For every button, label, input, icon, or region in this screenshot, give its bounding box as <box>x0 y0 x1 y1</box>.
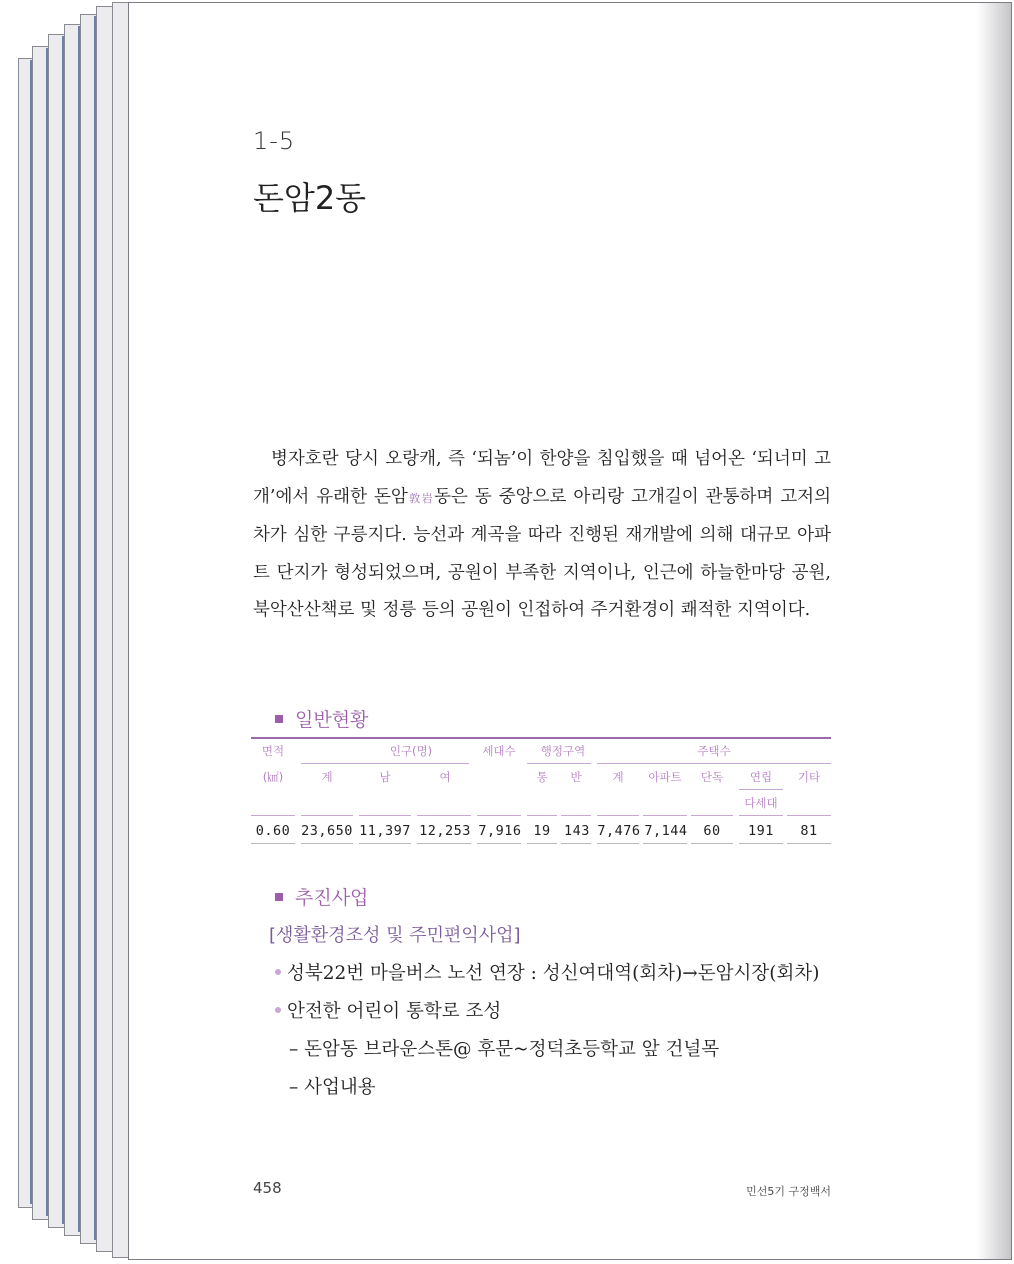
header-pop-male: 남 <box>379 770 391 784</box>
intro-text-2: 동은 동 중앙으로 아리랑 고개길이 관통하며 고저의 차가 심한 구릉지다. 능선과 계곡을 따라 진행된 재개발에 의해 대규모 아파트 단지가 형성되었으며, 공원이 부족한 지역이나, 인근에 하늘한마당 공원, 북악산산책로 및 정릉 등의 공원이 인접하여 주거환경이 쾌적한 지역이다. <box>253 486 831 620</box>
square-bullet-icon <box>275 893 283 901</box>
page-edge-shadow <box>977 3 1011 1259</box>
value-tong: 19 <box>533 823 551 839</box>
projects-heading <box>275 883 368 910</box>
book-title: 민선5기 구정백서 <box>746 1185 831 1198</box>
project-item-text: 성북22번 마을버스 노선 연장 : 성신여대역(회차)→돈암시장(회차) <box>287 963 820 984</box>
document-page <box>128 2 1012 1260</box>
header-admin: 행정구역 <box>540 744 586 758</box>
project-sub-item: – 사업내용 <box>289 1077 376 1098</box>
project-item-text: 안전한 어린이 통학로 조성 <box>287 1001 502 1022</box>
intro-text-1: 병자호란 당시 오랑캐, 즉 ‘되놈’이 한양을 침입했을 때 넘어온 ‘되너미 고개’에서 유래한 돈암 <box>253 449 831 507</box>
value-house-apt: 7,144 <box>644 823 688 839</box>
project-sub-item: – 돈암동 브라운스톤@ 후문~정덕초등학교 앞 건널목 <box>289 1039 720 1060</box>
general-status-table <box>251 737 831 847</box>
header-pop-female: 여 <box>439 770 451 784</box>
header-house-row: 연립 <box>749 770 773 784</box>
project-category: [생활환경조성 및 주민편익사업] <box>269 925 521 946</box>
value-pop-total: 23,650 <box>301 823 353 839</box>
header-area-unit: (㎢) <box>262 770 284 784</box>
value-area: 0.60 <box>255 823 291 839</box>
dot-bullet-icon <box>275 1007 281 1013</box>
header-housing: 주택수 <box>697 744 731 758</box>
value-pop-male: 11,397 <box>359 823 411 839</box>
value-pop-female: 12,253 <box>419 823 471 839</box>
section-title: 돈암2동 <box>253 179 367 217</box>
header-house-total: 계 <box>612 770 624 784</box>
value-house-row-multi: 191 <box>748 823 774 839</box>
projects-label: 추진사업 <box>295 887 369 909</box>
header-house-apt: 아파트 <box>648 770 682 784</box>
header-area: 면적 <box>261 744 285 758</box>
square-bullet-icon <box>275 715 283 723</box>
value-ban: 143 <box>564 823 590 839</box>
general-status-heading <box>275 705 368 732</box>
value-house-single: 60 <box>703 823 721 839</box>
header-population: 인구(명) <box>389 744 433 758</box>
value-house-total: 7,476 <box>597 823 641 839</box>
header-pop-total: 계 <box>321 770 333 784</box>
hanja-annotation: 敦岩 <box>407 491 435 505</box>
header-households: 세대수 <box>482 744 516 758</box>
value-house-other: 81 <box>800 823 818 839</box>
header-house-other: 기타 <box>797 770 821 784</box>
section-number: 1-5 <box>253 127 296 155</box>
page-stack-edge <box>18 0 133 1264</box>
dot-bullet-icon <box>275 969 281 975</box>
header-house-multi: 다세대 <box>744 796 778 810</box>
page-number: 458 <box>253 1179 282 1197</box>
header-tong: 통 <box>536 770 548 784</box>
general-status-label: 일반현황 <box>295 709 369 731</box>
project-item <box>275 997 501 1023</box>
intro-paragraph <box>253 441 831 630</box>
header-house-single: 단독 <box>700 770 724 784</box>
value-households: 7,916 <box>478 823 522 839</box>
project-item <box>275 959 819 985</box>
header-ban: 반 <box>570 770 582 784</box>
